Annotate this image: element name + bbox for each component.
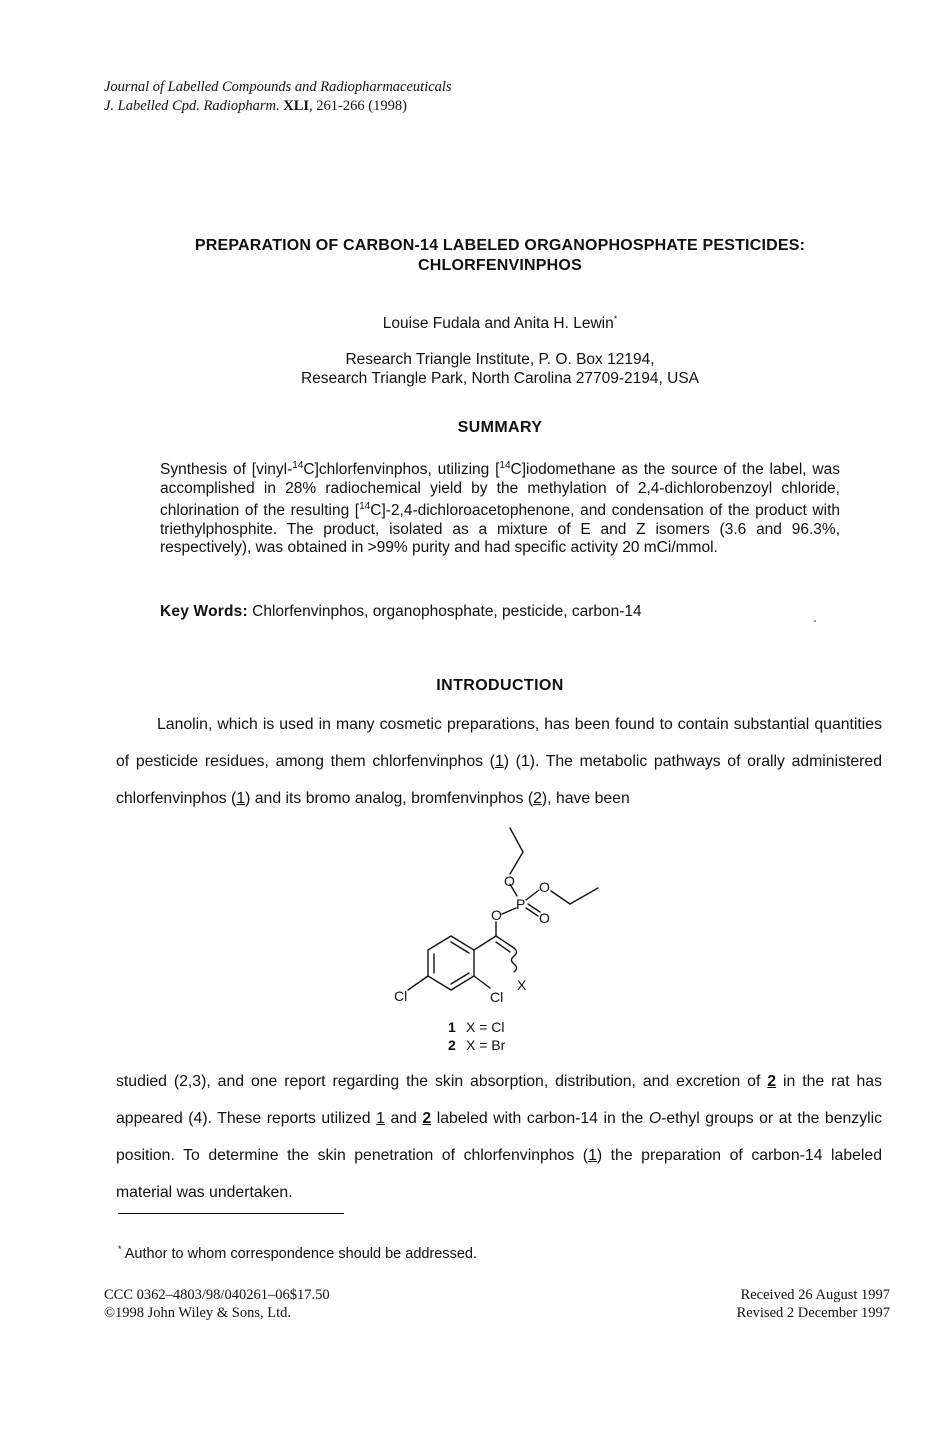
- atom-label: Cl: [490, 989, 504, 1005]
- received-dates: [737, 1286, 890, 1322]
- author-names: Louise Fudala and Anita H. Lewin: [382, 315, 614, 333]
- keywords: [160, 603, 642, 621]
- text-run: -ethyl groups or at the benzylic position. To determine the skin penetration of chlorfenvinphos (: [116, 1110, 883, 1164]
- affiliation-line-1: Research Triangle Institute, P. O. Box 12194,: [345, 351, 655, 368]
- isotope-superscript: 14: [359, 501, 371, 513]
- footnote: [118, 1244, 477, 1262]
- bond: [474, 936, 496, 950]
- bond: [510, 828, 523, 852]
- compound-legend: [448, 1019, 506, 1053]
- bond: [570, 888, 598, 904]
- keywords-text: Chlorfenvinphos, organophosphate, pesticide, carbon-14: [247, 603, 642, 620]
- title-line-1: PREPARATION OF CARBON-14 LABELED ORGANOPHOSPHATE PESTICIDES:: [194, 237, 806, 254]
- keywords-label: Key Words:: [160, 603, 248, 620]
- footnote-marker: *: [118, 1244, 122, 1254]
- compound-ref: 2: [533, 790, 542, 807]
- paper-title: [100, 236, 900, 276]
- compound-ref: 1: [588, 1147, 597, 1164]
- atom-labels: [394, 873, 550, 1005]
- bond: [451, 973, 469, 984]
- authors: [100, 314, 900, 333]
- text-run: and: [384, 1110, 423, 1127]
- revised-date: Revised 2 December 1997: [736, 1305, 890, 1321]
- introduction-heading: INTRODUCTION: [436, 677, 564, 694]
- bond: [502, 908, 516, 914]
- compound-ref: 1: [236, 790, 246, 807]
- received-date: Received 26 August 1997: [740, 1287, 890, 1303]
- citation-volume: XLI: [283, 98, 310, 114]
- affiliation-line-2: Research Triangle Park, North Carolina 27709-2194, USA: [300, 370, 700, 387]
- compound-ref: 2: [767, 1073, 777, 1090]
- atom-label: O: [504, 873, 515, 889]
- bond: [496, 936, 514, 948]
- citation-pages: 261-266 (1998): [316, 98, 407, 114]
- summary-text: [160, 457, 840, 558]
- compound-ref: 1: [494, 753, 504, 770]
- bond-lines: [408, 828, 598, 990]
- intro-paragraph-2: [116, 1063, 882, 1211]
- text-run: in the rat has appeared (4). These reports utilized: [116, 1073, 882, 1127]
- journal-citation: J. Labelled Cpd. Radiopharm. XLI, 261-266 (1998): [104, 98, 407, 114]
- wavy-bond: [512, 948, 517, 972]
- summary-heading: SUMMARY: [457, 419, 543, 436]
- bond: [408, 976, 428, 990]
- text-run: ), have been: [541, 790, 630, 807]
- summary-segment: C]chlorfenvinphos, utilizing [: [303, 461, 500, 479]
- copyright-notice: ©1998 John Wiley & Sons, Ltd.: [104, 1305, 291, 1321]
- compound-number: 2: [448, 1037, 456, 1053]
- compound-ref: 2: [422, 1110, 432, 1127]
- italic-run: O: [648, 1110, 662, 1127]
- text-run: labeled with carbon-14 in the: [431, 1110, 649, 1127]
- intro-paragraph-1: [116, 706, 882, 817]
- text-run: ) (1). The metabolic pathways of orally administered chlorfenvinphos (: [116, 753, 883, 807]
- summary-segment: Synthesis of [vinyl-: [160, 461, 293, 479]
- isotope-superscript: 14: [499, 460, 511, 471]
- bond: [526, 890, 539, 900]
- corresponding-marker: *: [613, 314, 618, 324]
- compound-number: 1: [448, 1019, 456, 1035]
- text-run: ) and its bromo analog, bromfenvinphos (: [245, 790, 534, 807]
- text-run: ) the preparation of carbon-14 labeled material was undertaken.: [116, 1147, 882, 1201]
- journal-header: [104, 78, 452, 116]
- copyright-block: [104, 1286, 330, 1322]
- bond: [510, 852, 523, 874]
- chemical-structure: [380, 818, 620, 1063]
- footnote-text: Author to whom correspondence should be addressed.: [121, 1245, 477, 1262]
- footnote-rule: [118, 1213, 344, 1214]
- text-run: studied (2,3), and one report regarding the skin absorption, distribution, and excretion of: [116, 1073, 768, 1090]
- affiliation: [100, 350, 900, 388]
- atom-label: O: [539, 879, 550, 895]
- atom-label: Cl: [394, 988, 408, 1004]
- compound-definition: X = Cl: [466, 1019, 505, 1035]
- summary-segment: C]-2,4-dichloroacetophenone, and condensation of the product with triethylphosphite. The product, isolated as a mixture of E and Z isomers (3.6 and 96.3%, respectively), was obtained in >99% purity and had specific activity 20 mCi/mmol.: [160, 502, 840, 557]
- compound-ref: 1: [376, 1110, 385, 1127]
- text-run: Lanolin, which is used in many cosmetic preparations, has been found to contain substantial quantities of pesticide residues, among them chlorfenvinphos (: [116, 716, 882, 770]
- summary-segment: C]iodomethane as the source of the label, was accomplished in 28% radiochemical yield by the methylation of 2,4-dichlorobenzoyl chloride, chlorination of the resulting [: [160, 461, 840, 520]
- bond: [474, 976, 490, 988]
- atom-label: X: [517, 977, 527, 993]
- citation-prefix: J. Labelled Cpd. Radiopharm.: [104, 98, 280, 114]
- journal-name: Journal of Labelled Compounds and Radiopharmaceuticals: [104, 79, 452, 95]
- atom-label: P: [516, 896, 526, 912]
- ccc-code: CCC 0362–4803/98/040261–06$17.50: [104, 1287, 330, 1303]
- bond: [551, 891, 570, 904]
- title-line-2: CHLORFENVINPHOS: [418, 257, 582, 274]
- atom-label: O: [539, 910, 550, 926]
- atom-label: O: [491, 907, 502, 923]
- isotope-superscript: 14: [292, 460, 304, 471]
- bond: [451, 942, 469, 953]
- scan-speck: [814, 620, 816, 622]
- compound-definition: X = Br: [466, 1037, 506, 1053]
- benzene-ring: [428, 936, 474, 990]
